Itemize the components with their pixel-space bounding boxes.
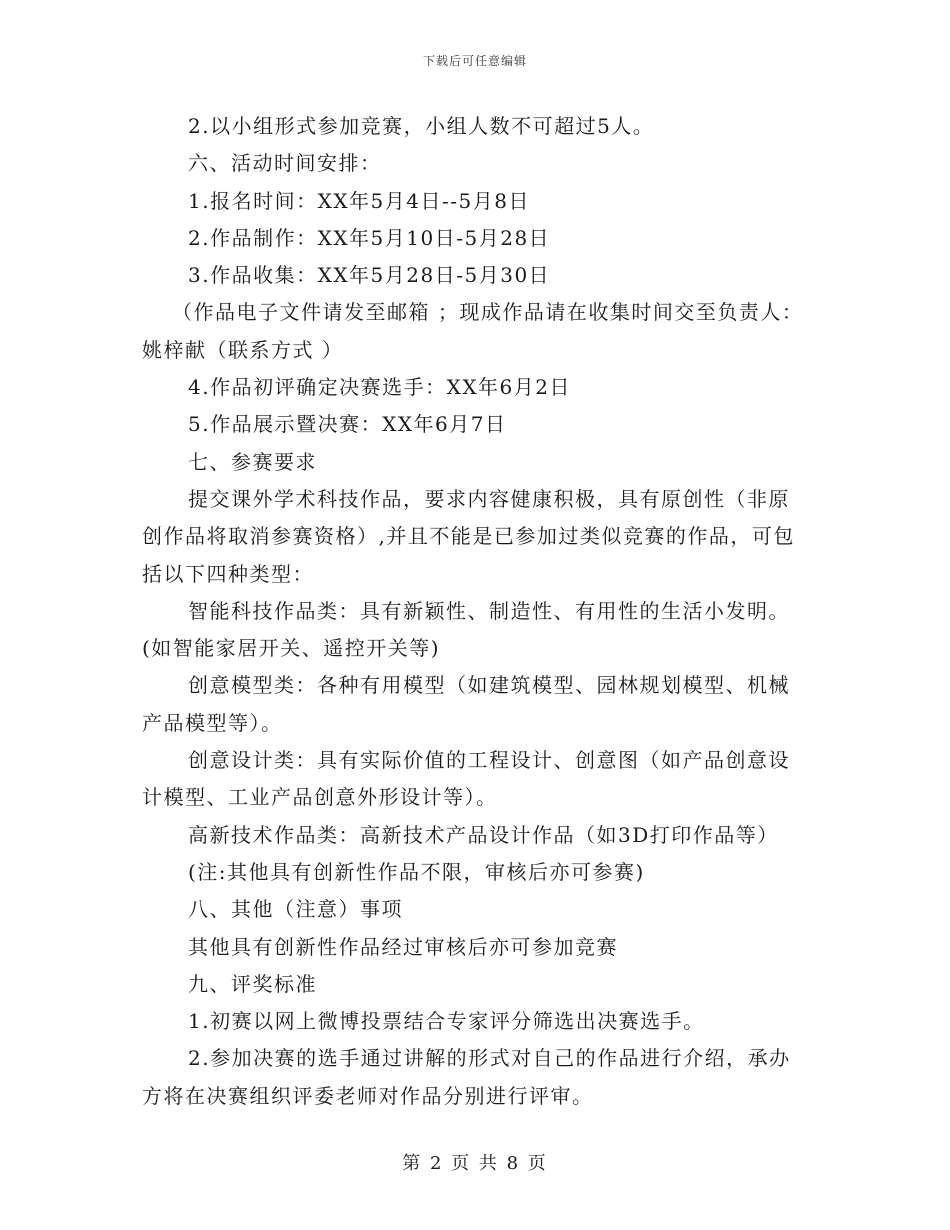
text-line: 创意设计类：具有实际价值的工程设计、创意图（如产品创意设 xyxy=(188,748,790,773)
text-line: 方将在决赛组织评委老师对作品分别进行评审。 xyxy=(142,1083,594,1108)
text-line: 姚梓献（联系方式 ） xyxy=(142,337,344,362)
section-heading: 九、评奖标准 xyxy=(188,971,317,996)
text-line: 计模型、工业产品创意外形设计等）。 xyxy=(142,785,498,810)
text-line: 5.作品展示暨决赛：XX年6月7日 xyxy=(188,412,507,437)
text-line: 创意模型类：各种有用模型（如建筑模型、园林规划模型、机械 xyxy=(188,673,790,698)
text-line: 创作品将取消参赛资格）,并且不能是已参加过类似竞赛的作品，可包 xyxy=(142,524,795,549)
section-heading: 七、参赛要求 xyxy=(188,449,317,474)
text-line: (注:其他具有创新性作品不限，审核后亦可参赛) xyxy=(188,859,645,884)
header-note: 下载后可任意编辑 xyxy=(422,54,527,68)
text-line: 产品模型等）。 xyxy=(142,710,283,735)
text-line: 1.初赛以网上微博投票结合专家评分筛选出决赛选手。 xyxy=(188,1009,705,1034)
text-line: 2.作品制作：XX年5月10日-5月28日 xyxy=(188,225,551,250)
document-body xyxy=(142,108,810,1115)
text-line: 智能科技作品类：具有新颖性、制造性、有用性的生活小发明。 xyxy=(188,598,790,623)
text-line: 高新技术作品类：高新技术产品设计作品（如3D打印作品等） xyxy=(188,822,779,847)
page-number-footer: 第 2 页 共 8 页 xyxy=(402,1153,548,1174)
text-line: （作品电子文件请发至邮箱 ；现成作品请在收集时间交至负责人： xyxy=(172,300,804,325)
text-line: 1.报名时间：XX年5月4日--5月8日 xyxy=(188,188,530,213)
section-heading: 六、活动时间安排： xyxy=(188,151,382,176)
text-line: 3.作品收集：XX年5月28日-5月30日 xyxy=(188,263,551,288)
text-line: 提交课外学术科技作品，要求内容健康积极，具有原创性（非原 xyxy=(188,486,790,511)
text-line: 2.以小组形式参加竞赛，小组人数不可超过5人。 xyxy=(188,114,655,138)
section-heading: 八、其他（注意）事项 xyxy=(188,897,403,922)
text-line: 括以下四种类型： xyxy=(142,561,314,586)
text-line: 其他具有创新性作品经过审核后亦可参加竞赛 xyxy=(188,934,618,959)
text-line: 4.作品初评确定决赛选手：XX年6月2日 xyxy=(188,375,572,400)
text-line: 2.参加决赛的选手通过讲解的形式对自己的作品进行介绍，承办 xyxy=(188,1046,791,1071)
text-line: (如智能家居开关、遥控开关等) xyxy=(142,636,441,661)
